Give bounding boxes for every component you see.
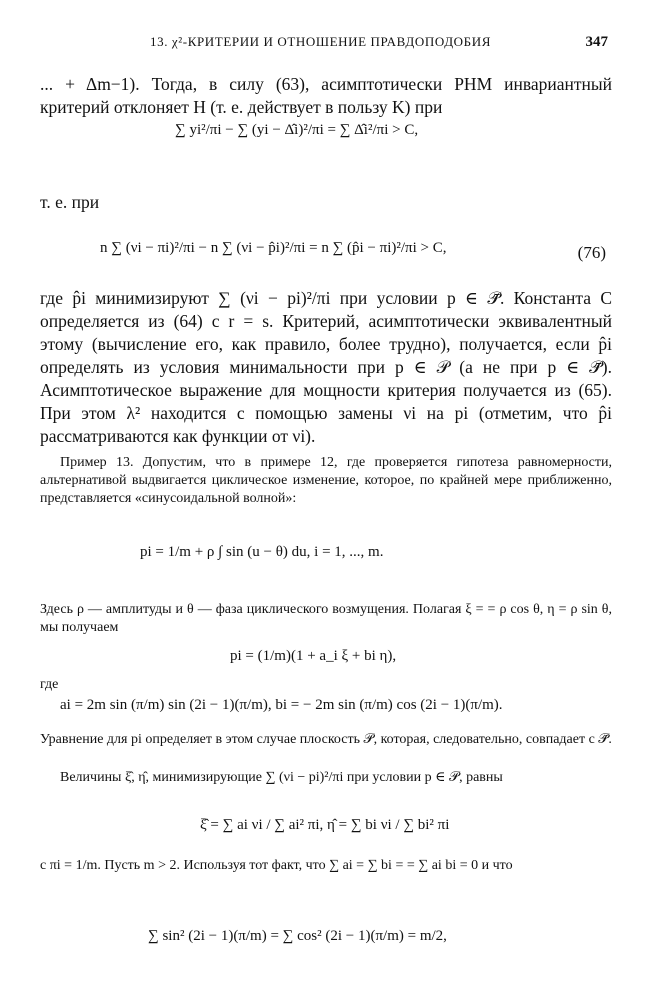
equation-number-76: (76) (577, 243, 606, 262)
paragraph-5: Здесь ρ — амплитуды и θ — фаза циклического возмущения. Полагая ξ = = ρ cos θ, η = ρ sin θ, мы получаем (40, 602, 612, 635)
paragraph-1: ... + Δm−1). Тогда, в силу (63), асимптотически РНМ инвариантный критерий отклоняет H (т. е. действует в пользу K) при (40, 74, 612, 117)
equation-76: n ∑ (νi − πi)²/πi − n ∑ (νi − p̂i)²/πi = n ∑ (p̂i − πi)²/πi > C, (100, 240, 447, 256)
paragraph-8: Величины ξ̂, η̂, минимизирующие ∑ (νi − pi)²/πi при условии p ∈ 𝒫, равны (60, 770, 503, 785)
equation-sinusoid: pi = 1/m + ρ ∫ sin (u − θ) du, i = 1, ..., m. (140, 544, 384, 560)
page-number: 347 (585, 34, 608, 50)
paragraph-3: где p̂i минимизируют ∑ (νi − pi)²/πi при условии p ∈ 𝒫̄. Константа C определяется из (64) с r = s. Критерий, асимптотически эквивалентный этому (вычисление его, как правило, более трудно), получается, если p̂i определять из условия минимальности при p ∈ 𝒫 (а не при p ∈ 𝒫̄). Асимптотическое выражение для мощности критерия получается из (65). При этом λ² находится с помощью замены νi на pi (отметим, что p̂i рассматриваются как функции от νi). (40, 288, 612, 446)
paragraph-9: с πi = 1/m. Пусть m > 2. Используя тот факт, что ∑ ai = ∑ bi = = ∑ ai bi = 0 и что (40, 858, 513, 873)
equation-p-i: pi = (1/m)(1 + a_i ξ + bi η), (230, 648, 397, 664)
example-13-paragraph: Пример 13. Допустим, что в примере 12, где проверяется гипотеза равномерности, альтернативой выдвигается циклическое изменение, которое, по крайней мере приближенно, представляется «синусоидальной волной»: (40, 455, 612, 506)
paragraph-7: Уравнение для pi определяет в этом случае плоскость 𝒫, которая, следовательно, совпадает с 𝒫̄. (40, 732, 612, 747)
paragraph-6: где (40, 677, 59, 692)
paragraph-2: т. е. при (40, 192, 100, 212)
chapter-title: 13. χ²-КРИТЕРИИ И ОТНОШЕНИЕ ПРАВДОПОДОБИЯ (150, 34, 491, 49)
equation-1: ∑ yi²/πi − ∑ (yi − Δ̂i)²/πi = ∑ Δ̂i²/πi > C, (175, 122, 419, 138)
equation-xi-eta: ξ̂ = ∑ ai νi / ∑ ai² πi, η̂ = ∑ bi νi / ∑ bi² πi (200, 817, 450, 833)
equation-a-b: ai = 2m sin (π/m) sin (2i − 1)(π/m), bi = − 2m sin (π/m) cos (2i − 1)(π/m). (60, 697, 503, 713)
running-header (0, 34, 650, 56)
equation-sin-cos: ∑ sin² (2i − 1)(π/m) = ∑ cos² (2i − 1)(π/m) = m/2, (148, 928, 447, 944)
